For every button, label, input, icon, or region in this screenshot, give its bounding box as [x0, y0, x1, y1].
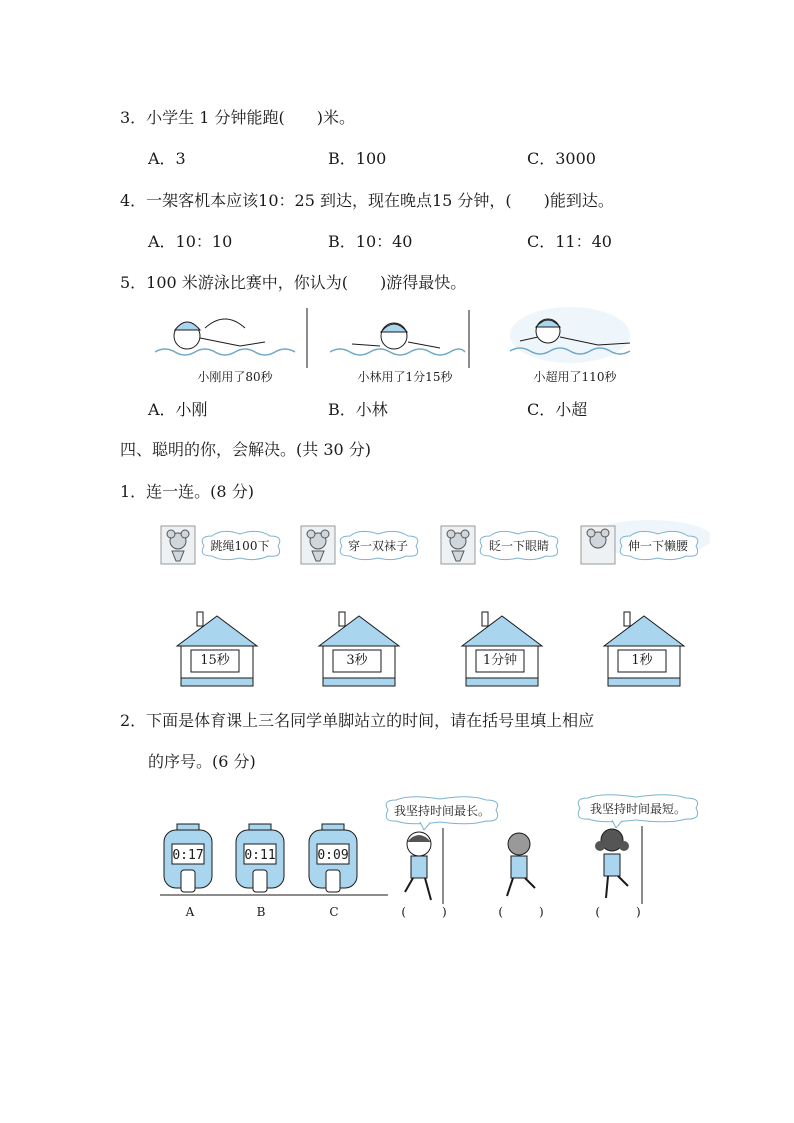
house-icon [460, 610, 544, 690]
house-icon [175, 610, 259, 690]
girl-figure [588, 826, 648, 904]
answer-blank[interactable]: ( ) [595, 905, 641, 919]
house-label: 1分钟 [482, 653, 518, 668]
swimmer-xiaochao-illustration [490, 305, 640, 375]
timer-display: 0:17 [172, 848, 204, 863]
activity-label: 眨一下眼睛 [488, 539, 549, 553]
q3-option-b: B．100 [328, 149, 387, 168]
q3-stem: 3．小学生 1 分钟能跑( )米。 [120, 108, 356, 127]
girl-figure [495, 830, 549, 902]
speech-text-shortest: 我坚持时间最短。 [589, 802, 686, 816]
speech-text-longest: 我坚持时间最长。 [393, 804, 490, 818]
q5-stem: 5．100 米游泳比赛中，你认为( )游得最快。 [120, 273, 467, 292]
q5-option-c: C．小超 [527, 400, 588, 419]
answer-blank[interactable]: ( ) [401, 905, 447, 919]
q3-option-c: C．3000 [527, 149, 596, 168]
activity-label: 伸一下懒腰 [627, 539, 688, 553]
q5-caption-xiaochao: 小超用了110秒 [533, 370, 617, 384]
answer-blank[interactable]: ( ) [498, 905, 544, 919]
p2-stem-line2: 的序号。(6 分) [148, 752, 256, 771]
house-icon [317, 610, 401, 690]
timer-label: A [185, 905, 195, 919]
timer-label: C [329, 905, 339, 919]
q5-caption-xiaolin: 小林用了1分15秒 [357, 370, 453, 384]
girl-figure [395, 828, 449, 904]
swimmer-xiaogang-illustration [155, 306, 310, 372]
q4-option-b: B．10：40 [328, 232, 413, 251]
house-label: 15秒 [200, 653, 230, 668]
activity-label: 跳绳100下 [210, 539, 270, 553]
q3-option-a: A．3 [148, 149, 186, 168]
mouse-icon [160, 525, 196, 565]
p1-stem: 1．连一连。(8 分) [120, 482, 254, 501]
q5-option-b: B．小林 [328, 400, 388, 419]
timer-display: 0:11 [244, 848, 276, 863]
q4-option-a: A．10：10 [148, 232, 233, 251]
section-title: 四、聪明的你，会解决。(共 30 分) [120, 440, 372, 459]
q5-caption-xiaogang: 小刚用了80秒 [197, 370, 273, 384]
q4-option-c: C．11：40 [527, 232, 612, 251]
swimmer-xiaolin-illustration [330, 308, 472, 372]
p2-stem-line1: 2．下面是体育课上三名同学单脚站立的时间，请在括号里填上相应 [120, 711, 595, 730]
mouse-icon [440, 525, 476, 565]
timer-label: B [256, 905, 266, 919]
house-label: 1秒 [631, 653, 653, 668]
house-icon [602, 610, 686, 690]
mouse-icon [300, 525, 336, 565]
house-label: 3秒 [346, 653, 368, 668]
q5-option-a: A．小刚 [148, 400, 208, 419]
q4-stem: 4．一架客机本应该10：25 到达，现在晚点15 分钟，( )能到达。 [120, 191, 614, 210]
timer-display: 0:09 [317, 848, 349, 863]
activity-label: 穿一双袜子 [347, 539, 408, 553]
